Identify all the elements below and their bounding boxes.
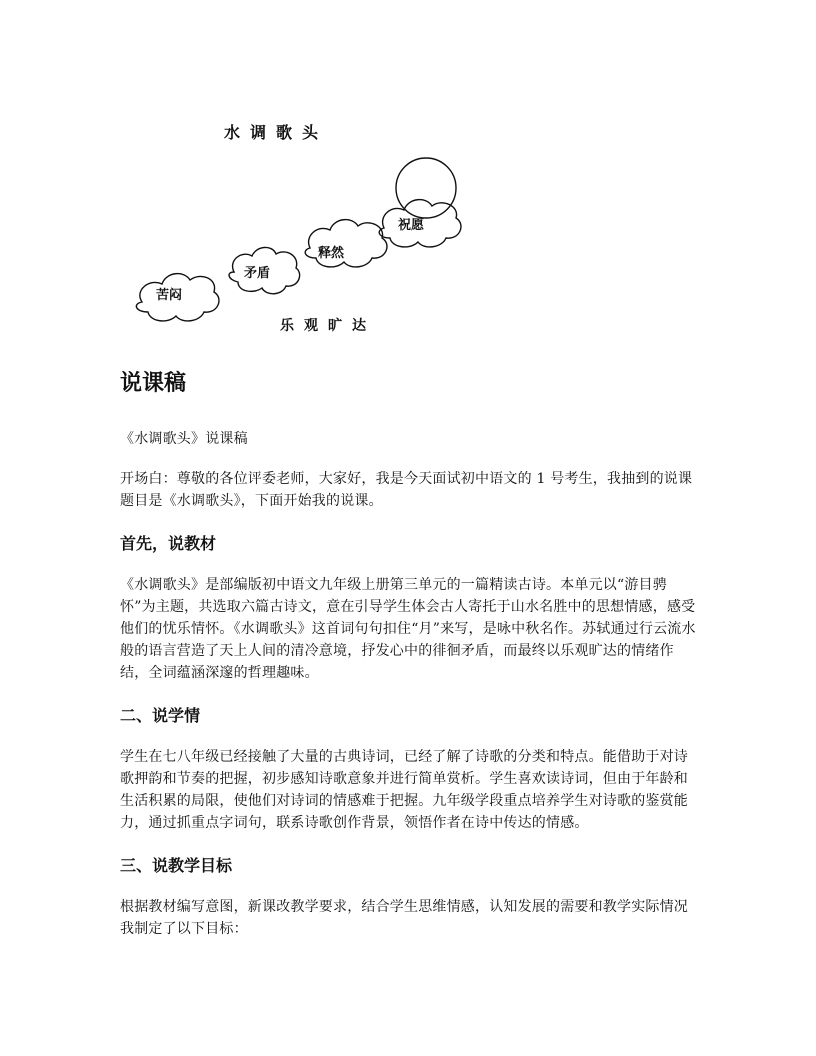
diagram-drawing — [120, 110, 480, 350]
poem-emotion-diagram — [120, 110, 480, 350]
intro-paragraph: 开场白：尊敬的各位评委老师，大家好，我是今天面试初中语文的 1 号考生，我抽到的说课题目是《水调歌头》，下面开始我的说课。 — [120, 471, 693, 509]
section-heading-students: 二、说学情 — [120, 706, 201, 725]
diagram-title: 水调歌头 — [224, 123, 329, 142]
document-title: 说课稿 — [120, 371, 187, 396]
section-heading-objectives: 三、说教学目标 — [120, 856, 233, 875]
cloud-label-2: 矛盾 — [244, 266, 271, 281]
section-heading-textbook: 首先，说教材 — [120, 534, 217, 553]
cloud-label-3: 释然 — [318, 246, 345, 261]
cloud-label-1: 苦闷 — [156, 288, 183, 303]
section-body-textbook: 《水调歌头》是部编版初中语文九年级上册第三单元的一篇精读古诗。本单元以“游目骋怀”为主题，共选取六篇古诗文，意在引导学生体会古人寄托于山水名胜中的思想情感，感受他们的忧乐情怀。《水调歌头》这首词句句扣住“月”来写，是咏中秋名作。苏轼通过行云流水般的语言营造了天上人间的清冷意境，抒发心中的徘徊矛盾，而最终以乐观旷达的情绪作结，全词蕴涵深邃的哲理趣味。 — [120, 577, 696, 681]
document-body — [120, 366, 700, 958]
subtitle: 《水调歌头》说课稿 — [120, 431, 248, 447]
cloud-label-4: 祝愿 — [398, 218, 425, 233]
section-body-objectives: 根据教材编写意图，新课改教学要求，结合学生思维情感，认知发展的需要和教学实际情况我制定了以下目标： — [120, 899, 688, 937]
diagram-bottom-label: 乐观旷达 — [280, 318, 376, 334]
section-body-students: 学生在七八年级已经接触了大量的古典诗词，已经了解了诗歌的分类和特点。能借助于对诗歌押韵和节奏的把握，初步感知诗歌意象并进行简单赏析。学生喜欢读诗词，但由于年龄和生活积累的局限，使他们对诗词的情感难于把握。九年级学段重点培养学生对诗歌的鉴赏能力，通过抓重点字词句，联系诗歌创作背景，领悟作者在诗中传达的情感。 — [120, 749, 688, 831]
